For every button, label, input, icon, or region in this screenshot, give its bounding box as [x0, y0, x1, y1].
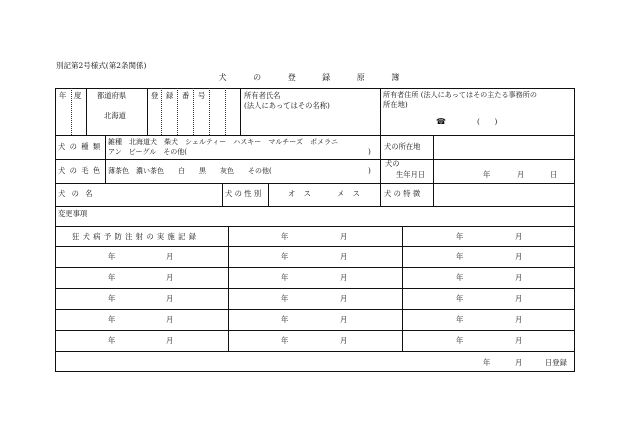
row-divider: [55, 330, 575, 331]
location-label: 犬の所在地: [384, 142, 421, 151]
features-label: 犬 の 特 徴: [384, 189, 421, 198]
cell-divider: [222, 183, 223, 206]
row-divider: [55, 159, 575, 160]
color-label: 犬 の 毛 色: [58, 166, 102, 175]
cell-divider: [147, 88, 148, 135]
cell-divider: [380, 88, 381, 135]
birth-month: 月: [517, 170, 525, 179]
rabies-month: 月: [340, 315, 348, 324]
reg-char: 号: [198, 91, 206, 100]
sex-female: メ ス: [337, 189, 363, 198]
cell-divider: [380, 183, 381, 206]
registration-day: 日登録: [545, 358, 567, 367]
registration-month: 月: [515, 358, 523, 367]
rabies-month: 月: [515, 315, 523, 324]
cell-divider: [268, 183, 269, 206]
dotted-divider: [177, 88, 178, 135]
rabies-month: 月: [166, 315, 174, 324]
year-label: 年: [59, 91, 67, 100]
rabies-year: 年: [108, 336, 116, 345]
rabies-year: 年: [281, 252, 289, 261]
reg-char: 登: [151, 91, 159, 100]
cell-divider: [402, 226, 403, 351]
rabies-year: 年: [456, 252, 464, 261]
row-divider: [55, 206, 575, 207]
rabies-year: 年: [281, 294, 289, 303]
rabies-year: 年: [108, 252, 116, 261]
sex-male: オ ス: [288, 189, 314, 198]
birth-day: 日: [550, 170, 558, 179]
dotted-divider: [225, 88, 226, 135]
rabies-year: 年: [108, 315, 116, 324]
rabies-year: 年: [108, 294, 116, 303]
rabies-year: 年: [456, 336, 464, 345]
row-divider: [55, 226, 575, 227]
degree-label: 度: [74, 91, 82, 100]
table-border-bottom: [55, 371, 575, 372]
prefecture-value: 北海道: [104, 111, 126, 120]
rabies-year: 年: [281, 336, 289, 345]
rabies-year: 年: [281, 232, 289, 241]
row-divider: [55, 309, 575, 310]
dog-name-label: 犬 の 名: [58, 189, 95, 198]
rabies-month: 月: [166, 252, 174, 261]
row-divider: [55, 135, 575, 136]
dotted-divider: [161, 88, 162, 135]
rabies-year: 年: [456, 273, 464, 282]
owner-name-note: (法人にあってはその名称): [244, 101, 330, 110]
breed-options-line-1: 雑種 北海道犬 柴犬 シェルティー ハスキー マルチーズ ポメラニ: [108, 138, 338, 146]
cell-divider: [380, 135, 381, 183]
rabies-month: 月: [515, 232, 523, 241]
prefecture-label: 都道府県: [97, 91, 127, 100]
birth-label-2: 生年月日: [396, 170, 426, 179]
owner-name-label: 所有者氏名: [244, 91, 281, 100]
changes-label: 変更事項: [58, 209, 88, 218]
breed-label: 犬 の 種 類: [58, 142, 102, 151]
row-divider: [55, 288, 575, 289]
birth-label-1: 犬の: [385, 159, 400, 168]
table-border-top: [55, 88, 575, 89]
rabies-month: 月: [340, 273, 348, 282]
cell-divider: [86, 88, 87, 135]
row-divider: [55, 246, 575, 247]
rabies-month: 月: [340, 336, 348, 345]
rabies-year: 年: [281, 273, 289, 282]
phone-area-parens: ( ): [477, 117, 498, 126]
dotted-divider: [209, 88, 210, 135]
rabies-month: 月: [515, 294, 523, 303]
color-other-close: ): [368, 166, 371, 175]
rabies-year: 年: [456, 294, 464, 303]
rabies-month: 月: [340, 232, 348, 241]
rabies-year: 年: [281, 315, 289, 324]
sex-label: 犬 の 性 別: [225, 189, 262, 198]
row-divider: [55, 351, 575, 352]
reg-char: 番: [182, 91, 190, 100]
breed-other-close: ): [368, 147, 371, 156]
page-title: 犬 の 登 録 原 簿: [218, 73, 412, 82]
telephone-icon: ☎: [436, 117, 446, 126]
dotted-divider: [71, 88, 72, 135]
rabies-year: 年: [108, 273, 116, 282]
registration-year: 年: [483, 358, 491, 367]
rabies-month: 月: [166, 294, 174, 303]
cell-divider: [105, 135, 106, 183]
row-divider: [55, 183, 575, 184]
owner-address-label-2: 所在地): [383, 100, 408, 109]
row-divider: [55, 267, 575, 268]
rabies-month: 月: [166, 336, 174, 345]
rabies-month: 月: [515, 336, 523, 345]
rabies-year: 年: [456, 315, 464, 324]
cell-divider: [433, 135, 434, 206]
rabies-month: 月: [340, 294, 348, 303]
rabies-year: 年: [456, 232, 464, 241]
cell-divider: [228, 226, 229, 351]
breed-options-line-2: アン ビーグル その他(: [108, 148, 187, 156]
rabies-record-label: 狂 犬 病 予 防 注 射 の 実 施 記 録: [72, 232, 197, 241]
cell-divider: [240, 88, 241, 135]
rabies-month: 月: [340, 252, 348, 261]
rabies-month: 月: [515, 273, 523, 282]
owner-address-label: 所有者住所 (法人にあってはその主たる事務所の: [383, 90, 537, 99]
birth-year: 年: [483, 170, 491, 179]
rabies-month: 月: [166, 273, 174, 282]
dotted-divider: [193, 88, 194, 135]
color-options: 薄茶色 濃い茶色 白 黒 灰色 その他(: [108, 167, 272, 175]
form-label: 別記第2号様式(第2条関係): [56, 61, 147, 70]
rabies-month: 月: [515, 252, 523, 261]
reg-char: 録: [166, 91, 174, 100]
